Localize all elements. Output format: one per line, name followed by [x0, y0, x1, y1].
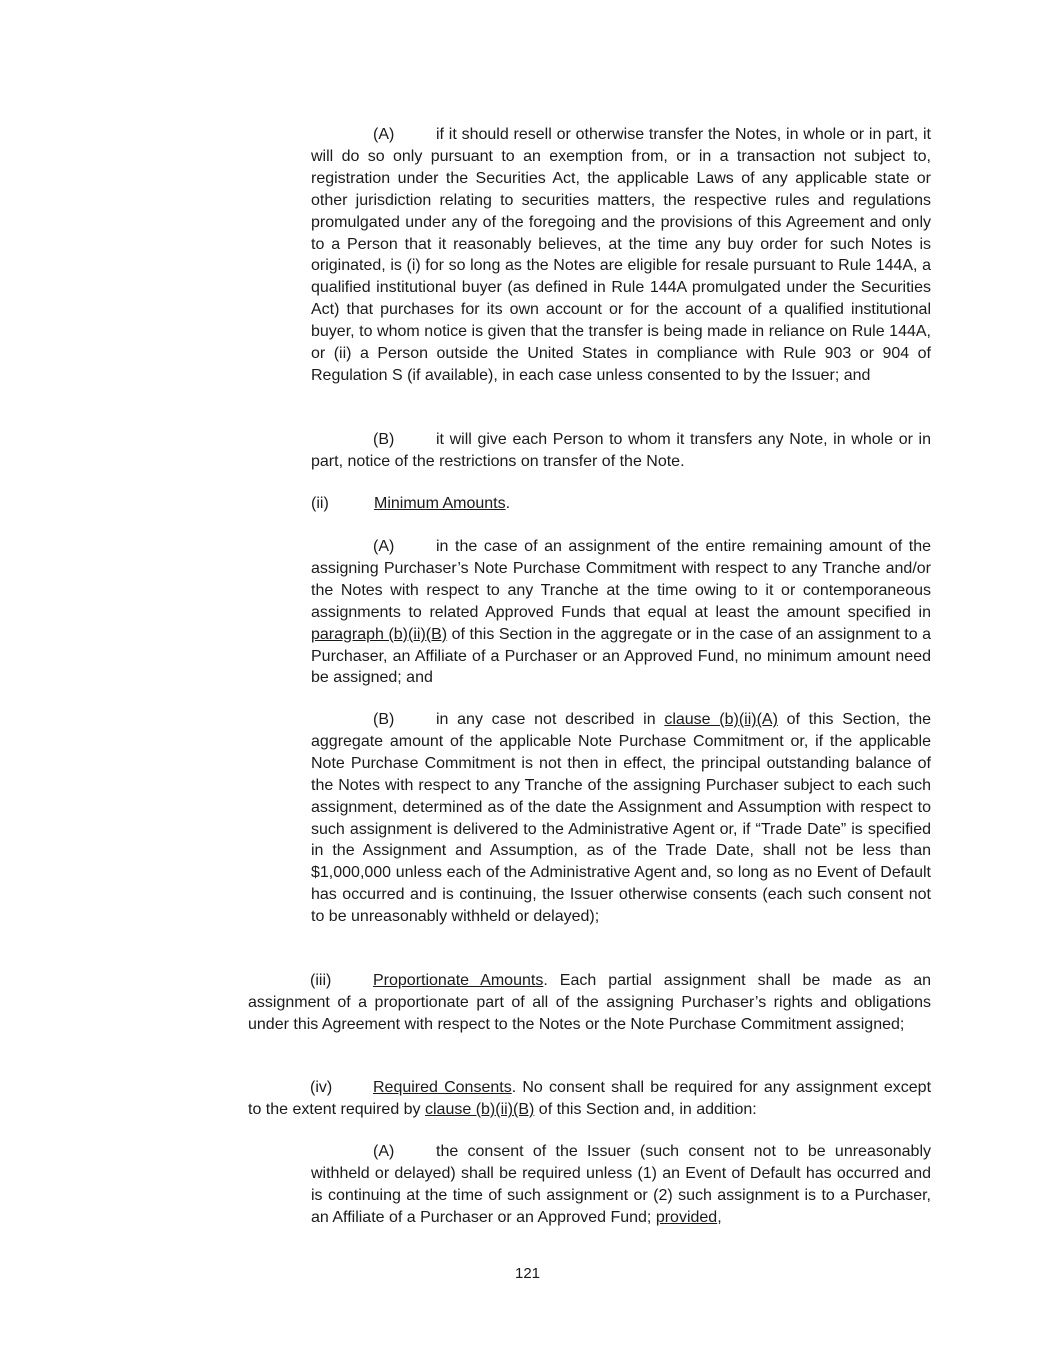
heading-minimum-amounts [311, 493, 931, 515]
paragraph-required-consents [248, 1077, 931, 1121]
cross-reference-link[interactable]: clause (b)(ii)(B) [425, 1100, 535, 1118]
section-title: Minimum Amounts [374, 495, 506, 512]
clause-text: . No consent shall be required for any assignment except to the extent required by [248, 1079, 932, 1118]
clause-text: of this Section and, in addition: [534, 1100, 757, 1118]
clause-label: (iv) [310, 1079, 333, 1096]
paragraph-a-entire-amount [311, 536, 931, 689]
clause-label: (B) [373, 711, 395, 728]
clause-text: , [717, 1208, 722, 1226]
clause-text: of this Section, the aggregate amount of the applicable Note Purchase Commitment or, if the applicable Note Purchase Commitment is not then in effect, the principal outstanding balance of the Notes with respect to any Tranche of the assigning Purchaser subject to each such assignment, determined as of the date the Assignment and Assumption with respect to such assignment is delivered to the Administrative Agent or, if “Trade Date” is specified in the Assignment and Assumption, as of the Trade Date, shall not be less than $1,000,000 unless each of the Administrative Agent and, so long as no Event of Default has occurred and is continuing, the Issuer otherwise consents (each such consent not to be unreasonably withheld or delayed); [311, 711, 932, 926]
proviso-term: provided [655, 1208, 718, 1226]
paragraph-b-other-case [311, 709, 931, 928]
paragraph-a-issuer-consent [311, 1141, 931, 1229]
clause-text: it will give each Person to whom it transfers any Note, in whole or in part, notice of the restrictions on transfer of the Note. [311, 431, 931, 470]
clause-label: (A) [373, 1143, 395, 1160]
section-title: Required Consents [373, 1079, 512, 1096]
clause-label: (A) [373, 538, 395, 555]
clause-text: . Each partial assignment shall be made as an assignment of a proportionate part of all of the assigning Purchaser’s rights and obligations under this Agreement with respect to the Notes or the Note Purchase Commitment assigned; [248, 972, 932, 1033]
section-title: Proportionate Amounts [373, 972, 544, 989]
clause-label: (iii) [310, 972, 332, 989]
clause-text: the consent of the Issuer (such consent not to be unreasonably withheld or delayed) shall be required unless (1) an Event of Default has occurred and is continuing at the time of such assignment or (2) such assignment is to a Purchaser, an Affiliate of a Purchaser or an Approved Fund; [311, 1143, 931, 1226]
cross-reference-link[interactable]: paragraph (b)(ii)(B) [311, 625, 448, 643]
clause-text: if it should resell or otherwise transfer the Notes, in whole or in part, it will do so only pursuant to an exemption from, or in a transaction not subject to, registration under the Securities Act, the applicable Laws of any applicable state or other jurisdiction relating to securities matters, the respective rules and regulations promulgated under any of the foregoing and the provisions of this Agreement and only to a Person that it reasonably believes, at the time any buy order for such Notes is originated, is (i) for so long as the Notes are eligible for resale pursuant to Rule 144A, a qualified institutional buyer (as defined in Rule 144A promulgated under the Securities Act) that purchases for its own account or for the account of a qualified institutional buyer, to whom notice is given that the transfer is being made in reliance on Rule 144A, or (ii) a Person outside the United States in compliance with Rule 903 or 904 of Regulation S (if available), in each case unless consented to by the Issuer; and [311, 126, 931, 384]
page-number: 121 [514, 1265, 541, 1282]
paragraph-b-notice [311, 429, 931, 473]
cross-reference-link[interactable]: clause (b)(ii)(A) [664, 711, 778, 728]
title-punctuation: . [505, 495, 511, 512]
clause-text: in the case of an assignment of the entire remaining amount of the assigning Purchaser’s Note Purchase Commitment with respect to any Tranche and/or the Notes with respect to any Tranche at the time owing to it or contemporaneous assignments to related Approved Funds that equal at least the amount specified in [311, 538, 931, 621]
paragraph-proportionate-amounts [248, 970, 931, 1036]
clause-label: (ii) [311, 495, 329, 512]
clause-text: in any case not described in [436, 711, 665, 728]
paragraph-a-resale [311, 124, 931, 387]
clause-label: (A) [373, 126, 395, 143]
clause-text: of this Section in the aggregate or in the case of an assignment to a Purchaser, an Affiliate of a Purchaser or an Approved Fund, no minimum amount need be assigned; and [311, 625, 932, 687]
clause-label: (B) [373, 431, 395, 448]
